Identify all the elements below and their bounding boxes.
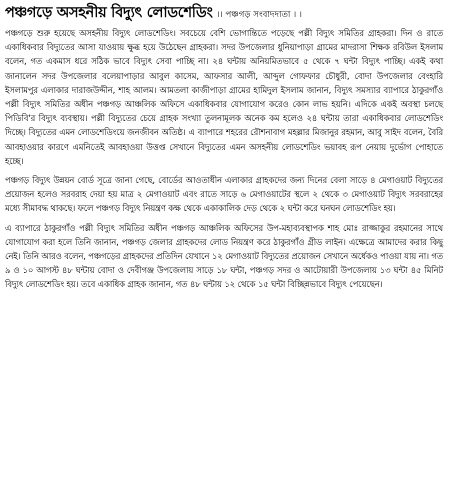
paragraph: এ ব্যাপারে ঠাকুরগাঁও পল্লী বিদ্যুৎ সমিতির অধীন পঞ্চগড় আঞ্চলিক অফিসের উপ-মহাব্যবস্থাপক শাহ মোঃ রাজ্জাকুর রহমানের সাথে যোগাযোগ করা হলে তিনি জানান, পঞ্চগড় জেলার গ্রাহকদের লোড নিয়ন্ত্রণ করে ঠাকুরগাঁও গ্রীড লাইন। এক্ষেত্রে আমাদের করার কিছু নেই। তিনি আরও বলেন, পঞ্চগড়ের গ্রাহকদের প্রতিদিন যেখানে ১২ মেগাওয়াট বিদ্যুতের প্রয়োজন সেখানে অর্ধেকও পাওয়া যায় না। গত ৯ ও ১০ আগস্ট ৪৮ ঘন্টায় বোদা ও দেবীগঞ্জ উপজেলায় সাড়ে ১৮ ঘন্টা, পঞ্চগড় সদর ও আটোয়ারী উপজেলায় ১৩ ঘন্টা ৪৫ মিনিট বিদ্যুৎ লোডশেডিং হয়। তবে একাধিক গ্রাহক জানান, গত ৪৮ ঘন্টায় ১২ থেকে ১৫ ঘন্টা বিচ্ছিন্নভাবে বিদ্যুৎ পেয়েছেন।: [5, 222, 443, 290]
paragraph: পঞ্চগড় বিদ্যুৎ উন্নয়ন বোর্ড সূত্রে জানা গেছে, বোর্ডের আওতাধীন এলাকার গ্রাহকদের জন্য দিনের বেলা সাড়ে ৪ মেগাওয়াট বিদ্যুতের প্রয়োজন হলেও সরবরাহ দেয়া হয় মাত্র ২ মেগাওয়াট এবং রাতে সাড়ে ৬ মেগাওয়াটের স্থলে ২ থেকে ৩ মেগাওয়াট বিদ্যুৎ সরবরাহের মধ্যে সীমাবদ্ধ থাকছে। ফলে পঞ্চগড় বিদ্যুৎ নিয়ন্ত্রণ কক্ষ থেকে একাকালিক দেড় থেকে ২ ঘন্টা করে ঘনঘন লোডশেডিং হয়।: [5, 175, 443, 214]
headline: পঞ্চগড়ে অসহনীয় বিদ্যুৎ লোডশেডিং: [5, 5, 213, 21]
article-body: [5, 26, 443, 292]
paragraph: পঞ্চগড়ে শুরু হয়েছে অসহনীয় বিদ্যুৎ লোডশেডিং। সবচেয়ে বেশি ভোগান্তিতে পড়েছে পল্লী বিদ্যুৎ সমিতির গ্রাহকরা। দিন ও রাতে একাধিকবার বিদ্যুতের আসা যাওয়ায় ক্ষুব্ধ হয়ে উঠেছেন গ্রাহকরা। সদর উপজেলার ধুনিয়াপাড়া গ্রামের মাদরাসা শিক্ষক রবিউল ইসলাম বলেন, গত একমাস ধরে সঠিক ভাবে বিদ্যুৎ সেবা পাচ্ছি না। ২৪ ঘন্টায় অনিয়মিতভাবে ৫ থেকে ৭ ঘন্টা বিদ্যুৎ পাচ্ছি। একই কথা জানালেন সদর উপজেলার বলেয়াপাড়ার আবুল কাসেম, আফসার আলী, আব্দুল গোফফার চৌধুরী, বোদা উপজেলার বেংহারি ইসলামপুর এলাকার দারাজউদ্দীন, শাহ আলম। আমতলা কাজীপাড়া গ্রামের হামিদুল ইসলাম জানান, বিদ্যুৎ সমস্যার ব্যাপারে ঠাকুরগাঁও পল্লী বিদ্যুৎ সমিতির অধীন পঞ্চগড় আঞ্চলিক অফিসে একাধিকবার যোগাযোগ করেও কোন লাভ হয়নি। এদিকে একই অবস্থা চলছে পিডিবি'র বিদ্যুৎ ব্যবস্থায়। পল্লী বিদ্যুতের চেয়ে গ্রাহক সংখ্যা তুলনামূলক অনেক কম হলেও ২৪ ঘন্টায় তারা একাধিকবার লোডশেডিং দিচ্ছে। বিদ্যুতের এমন লোডশেডিংয়ে জনজীবন অতিষ্ঠ। এ ব্যাপারে শহরের রৌশনাবাগ মহল্লার মিজানুর রহমান, আবু সাইদ বলেন, বৈরি আবহাওয়ার কারণে এমনিতেই আবহাওয়া উত্তপ্ত সেখানে বিদ্যুতের এমন অসহনীয় লোডশেডিং ভয়াবহ রূপ নেয়ায় দুর্ভোগ পোহাতে হচ্ছে।: [5, 28, 443, 166]
dateline: ।। পঞ্চগড় সংবাদদাতা । ।: [216, 10, 303, 20]
headline-row: [5, 4, 443, 24]
